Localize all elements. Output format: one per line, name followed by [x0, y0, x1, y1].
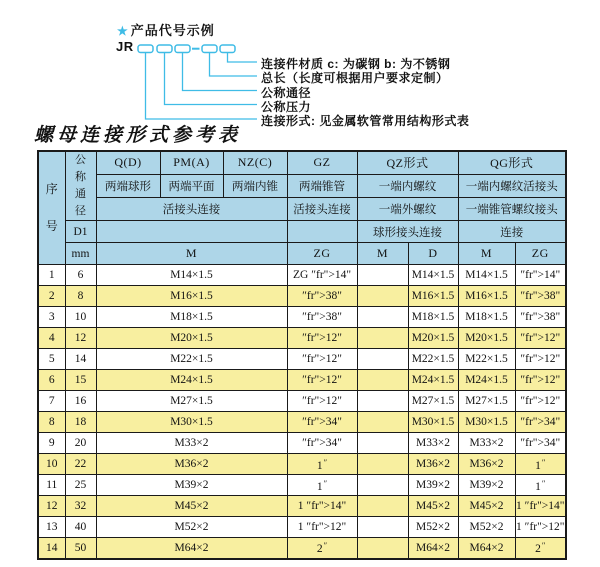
product-code-example-text: 产品代号示例 — [130, 23, 215, 38]
cell-qz-m — [357, 496, 408, 517]
table-row — [38, 328, 566, 349]
header-qg-taper-thread: 一端锥管螺纹接头 — [458, 197, 566, 220]
cell-qg-zg: 1″ — [515, 475, 566, 496]
cell-qg-m: M14×1.5 — [458, 265, 515, 286]
cell-dn: 12 — [65, 328, 96, 349]
cell-m: M22×1.5 — [96, 349, 287, 370]
cell-qg-zg: ″fr">34" — [515, 433, 566, 454]
cell-dn: 16 — [65, 391, 96, 412]
cell-dn: 50 — [65, 538, 96, 559]
header-m-unit: M — [96, 243, 287, 265]
cell-gz: 1 ″fr">12" — [287, 517, 357, 538]
cell-dn: 32 — [65, 496, 96, 517]
cell-qz-d: M52×2 — [408, 517, 458, 538]
header-qg-m-unit: M — [458, 243, 515, 265]
cell-qz-d: M20×1.5 — [408, 328, 458, 349]
header-nz-code: NZ(C) — [223, 151, 287, 174]
cell-qg-zg: 2″ — [515, 538, 566, 559]
code-box-1 — [138, 45, 153, 53]
cell-qg-zg: ″fr">38" — [515, 307, 566, 328]
cell-qg-m: M20×1.5 — [458, 328, 515, 349]
connector-line-pressure — [165, 53, 258, 105]
nut-connection-table — [37, 150, 567, 560]
cell-m: M30×1.5 — [96, 412, 287, 433]
header-nz-desc: 两端内锥 — [223, 174, 287, 197]
cell-gz: ″fr">12" — [287, 391, 357, 412]
header-pm-desc: 两端平面 — [160, 174, 223, 197]
cell-seq: 12 — [38, 496, 65, 517]
cell-qg-zg: ″fr">12" — [515, 391, 566, 412]
cell-qg-zg: ″fr">12" — [515, 328, 566, 349]
cell-qg-m: M33×2 — [458, 433, 515, 454]
connector-line-diameter — [183, 53, 258, 91]
label-connector-material: 连接件材质 c: 为碳钢 b: 为不锈钢 — [261, 57, 451, 71]
label-connection-form: 连接形式: 见金属软管常用结构形式表 — [261, 114, 470, 128]
cell-dn: 20 — [65, 433, 96, 454]
cell-seq: 10 — [38, 454, 65, 475]
cell-m: M52×2 — [96, 517, 287, 538]
cell-qz-d: M27×1.5 — [408, 391, 458, 412]
table-row — [38, 349, 566, 370]
header-qg-desc: 一端内螺纹活接头 — [458, 174, 566, 197]
table-row — [38, 370, 566, 391]
cell-seq: 7 — [38, 391, 65, 412]
cell-qg-m: M18×1.5 — [458, 307, 515, 328]
table-header — [38, 151, 566, 265]
cell-qg-zg: 1″ — [515, 454, 566, 475]
cell-gz: ″fr">38" — [287, 307, 357, 328]
cell-qz-d: M22×1.5 — [408, 349, 458, 370]
cell-dn: 18 — [65, 412, 96, 433]
cell-qz-m — [357, 370, 408, 391]
cell-qg-zg: 1 ″fr">14" — [515, 496, 566, 517]
header-qz-code: QZ形式 — [357, 151, 458, 174]
header-mm: mm — [65, 243, 96, 265]
cell-m: M18×1.5 — [96, 307, 287, 328]
cell-qg-zg: ″fr">14" — [515, 265, 566, 286]
cell-m: M20×1.5 — [96, 328, 287, 349]
header-qz-desc: 一端内螺纹 — [357, 174, 458, 197]
cell-qz-m — [357, 454, 408, 475]
cell-seq: 14 — [38, 538, 65, 559]
cell-dn: 25 — [65, 475, 96, 496]
cell-dn: 40 — [65, 517, 96, 538]
cell-seq: 4 — [38, 328, 65, 349]
cell-m: M16×1.5 — [96, 286, 287, 307]
cell-qz-d: M24×1.5 — [408, 370, 458, 391]
cell-qg-m: M22×1.5 — [458, 349, 515, 370]
cell-seq: 2 — [38, 286, 65, 307]
header-gz-desc: 两端锥管 — [287, 174, 357, 197]
label-nominal-pressure: 公称压力 — [261, 100, 312, 114]
cell-seq: 8 — [38, 412, 65, 433]
connector-line-connform — [146, 53, 258, 119]
table-body — [38, 265, 566, 559]
cell-qg-m: M30×1.5 — [458, 412, 515, 433]
header-qg-code: QG形式 — [458, 151, 566, 174]
connector-line-material — [228, 53, 258, 62]
cell-qg-zg: ″fr">34" — [515, 412, 566, 433]
header-pm-code: PM(A) — [160, 151, 223, 174]
cell-dn: 15 — [65, 370, 96, 391]
cell-dn: 8 — [65, 286, 96, 307]
cell-gz: ″fr">12" — [287, 328, 357, 349]
cell-qz-d: M39×2 — [408, 475, 458, 496]
header-empty-gz — [287, 221, 357, 243]
cell-qg-m: M52×2 — [458, 517, 515, 538]
header-qg-connection: 连接 — [458, 221, 566, 243]
code-box-5 — [220, 45, 235, 53]
table-row — [38, 454, 566, 475]
cell-m: M14×1.5 — [96, 265, 287, 286]
table-row — [38, 286, 566, 307]
star-icon: ★ — [117, 24, 129, 38]
cell-qz-m — [357, 412, 408, 433]
table-title: 螺母连接形式参考表 — [34, 125, 242, 146]
cell-m: M27×1.5 — [96, 391, 287, 412]
table-row — [38, 307, 566, 328]
header-nominal-diameter: 公称通径 — [65, 151, 96, 221]
cell-dn: 6 — [65, 265, 96, 286]
cell-qz-m — [357, 433, 408, 454]
cell-seq: 1 — [38, 265, 65, 286]
cell-qz-m — [357, 391, 408, 412]
cell-gz: 2″ — [287, 538, 357, 559]
cell-gz: ″fr">34" — [287, 412, 357, 433]
cell-seq: 6 — [38, 370, 65, 391]
cell-qg-zg: 1 ″fr">12" — [515, 517, 566, 538]
cell-qg-m: M39×2 — [458, 475, 515, 496]
header-qz-external-thread: 一端外螺纹 — [357, 197, 458, 220]
header-q-code: Q(D) — [96, 151, 160, 174]
code-box-3 — [175, 45, 190, 53]
cell-qz-m — [357, 328, 408, 349]
cell-qg-m: M45×2 — [458, 496, 515, 517]
cell-qz-d: M45×2 — [408, 496, 458, 517]
cell-gz: 1″ — [287, 475, 357, 496]
cell-qz-d: M14×1.5 — [408, 265, 458, 286]
table-row — [38, 412, 566, 433]
cell-m: M33×2 — [96, 433, 287, 454]
cell-qg-m: M27×1.5 — [458, 391, 515, 412]
product-code-prefix: JR — [116, 39, 134, 54]
cell-seq: 5 — [38, 349, 65, 370]
cell-seq: 13 — [38, 517, 65, 538]
cell-qz-d: M36×2 — [408, 454, 458, 475]
label-total-length: 总长（长度可根据用户要求定制） — [261, 71, 449, 85]
connector-line-length — [210, 53, 258, 76]
header-gz-unit: ZG — [287, 243, 357, 265]
cell-m: M64×2 — [96, 538, 287, 559]
cell-m: M45×2 — [96, 496, 287, 517]
header-union-connection: 活接头连接 — [96, 197, 287, 220]
code-box-2 — [157, 45, 172, 53]
table-row — [38, 475, 566, 496]
cell-qg-m: M24×1.5 — [458, 370, 515, 391]
cell-qg-m: M64×2 — [458, 538, 515, 559]
header-qz-ball-joint: 球形接头连接 — [357, 221, 458, 243]
cell-m: M39×2 — [96, 475, 287, 496]
cell-seq: 11 — [38, 475, 65, 496]
cell-gz: ″fr">12" — [287, 370, 357, 391]
cell-m: M36×2 — [96, 454, 287, 475]
header-qz-d-unit: D — [408, 243, 458, 265]
cell-qg-m: M16×1.5 — [458, 286, 515, 307]
cell-dn: 22 — [65, 454, 96, 475]
cell-gz: 1 ″fr">14" — [287, 496, 357, 517]
cell-qz-d: M33×2 — [408, 433, 458, 454]
cell-qg-zg: ″fr">12" — [515, 370, 566, 391]
cell-qz-m — [357, 349, 408, 370]
table-row — [38, 265, 566, 286]
cell-dn: 14 — [65, 349, 96, 370]
cell-qz-m — [357, 517, 408, 538]
cell-seq: 9 — [38, 433, 65, 454]
cell-qg-m: M36×2 — [458, 454, 515, 475]
label-nominal-diameter: 公称通径 — [261, 86, 312, 100]
code-box-4 — [202, 45, 217, 53]
cell-qz-d: M30×1.5 — [408, 412, 458, 433]
header-seq: 序号 — [38, 151, 65, 265]
cell-m: M24×1.5 — [96, 370, 287, 391]
cell-gz: 1″ — [287, 454, 357, 475]
cell-qz-d: M64×2 — [408, 538, 458, 559]
header-d1: D1 — [65, 221, 96, 243]
cell-gz: ″fr">34" — [287, 433, 357, 454]
cell-qz-m — [357, 307, 408, 328]
cell-qz-m — [357, 475, 408, 496]
table-row — [38, 517, 566, 538]
table-row — [38, 496, 566, 517]
cell-qg-zg: ″fr">12" — [515, 349, 566, 370]
header-qg-zg-unit: ZG — [515, 243, 566, 265]
cell-gz: ″fr">38" — [287, 286, 357, 307]
cell-qg-zg: ″fr">38" — [515, 286, 566, 307]
header-gz-code: GZ — [287, 151, 357, 174]
table-row — [38, 391, 566, 412]
cell-dn: 10 — [65, 307, 96, 328]
cell-qz-m — [357, 265, 408, 286]
header-empty-qpmnz — [96, 221, 287, 243]
table-row — [38, 538, 566, 559]
table-row — [38, 433, 566, 454]
cell-qz-d: M18×1.5 — [408, 307, 458, 328]
header-gz-connection: 活接头连接 — [287, 197, 357, 220]
header-q-desc: 两端球形 — [96, 174, 160, 197]
header-qz-m-unit: M — [357, 243, 408, 265]
cell-qz-m — [357, 538, 408, 559]
cell-gz: ZG ″fr">14" — [287, 265, 357, 286]
cell-qz-d: M16×1.5 — [408, 286, 458, 307]
cell-gz: ″fr">12" — [287, 349, 357, 370]
cell-qz-m — [357, 286, 408, 307]
cell-seq: 3 — [38, 307, 65, 328]
